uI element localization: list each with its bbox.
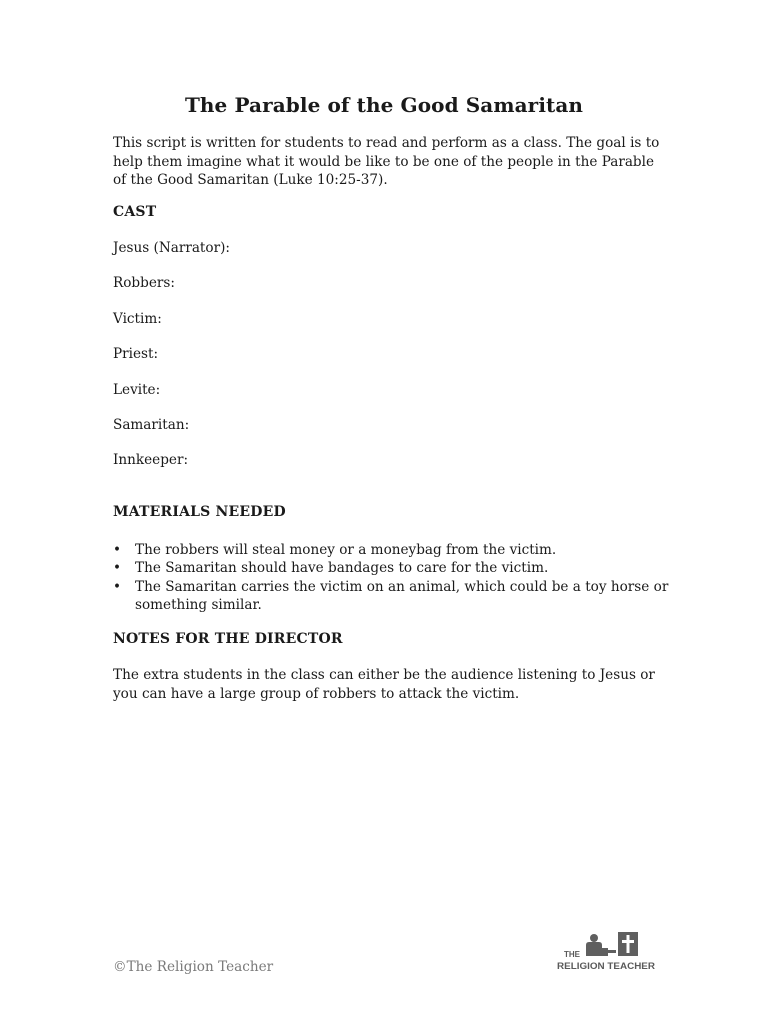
cast-heading: CAST <box>113 204 157 220</box>
cast-role: Priest: <box>113 346 159 363</box>
cast-list <box>113 239 230 487</box>
materials-list <box>113 541 673 614</box>
list-item <box>113 559 673 577</box>
footer-copyright: ©The Religion Teacher <box>113 959 274 975</box>
religion-teacher-logo <box>556 930 660 974</box>
logo-line-religion-teacher: RELIGION TEACHER <box>557 960 656 971</box>
teacher-cross-icon <box>586 932 638 956</box>
document-title: The Parable of the Good Samaritan <box>184 93 584 117</box>
bullet-icon: • <box>113 578 122 595</box>
materials-item-text: The robbers will steal money or a moneybag from the victim. <box>135 542 557 558</box>
materials-item-text: The Samaritan should have bandages to care for the victim. <box>135 560 549 577</box>
cast-role: Victim: <box>113 310 162 327</box>
list-item <box>113 578 673 615</box>
materials-heading: MATERIALS NEEDED <box>113 504 286 520</box>
cast-role: Robbers: <box>113 275 175 292</box>
intro-paragraph: This script is written for students to read and perform as a class. The goal is to help them imagine what it would be like to be one of the people in the Parable of the Good Samaritan (Luke 10:25-37). <box>113 135 660 188</box>
cast-role: Samaritan: <box>113 416 190 433</box>
bullet-icon: • <box>113 560 122 577</box>
cast-role: Jesus (Narrator): <box>113 240 230 256</box>
notes-heading: NOTES FOR THE DIRECTOR <box>113 631 343 647</box>
materials-item-text: The Samaritan carries the victim on an animal, which could be a toy horse or something similar. <box>135 578 669 613</box>
bullet-icon: • <box>113 542 122 558</box>
list-item <box>113 541 673 559</box>
cast-role: Innkeeper: <box>113 452 189 469</box>
cast-role: Levite: <box>113 381 161 398</box>
logo-line-the: THE <box>564 950 580 959</box>
notes-paragraph: The extra students in the class can either be the audience listening to Jesus or you can have a large group of robbers to attack the victim. <box>113 667 655 702</box>
